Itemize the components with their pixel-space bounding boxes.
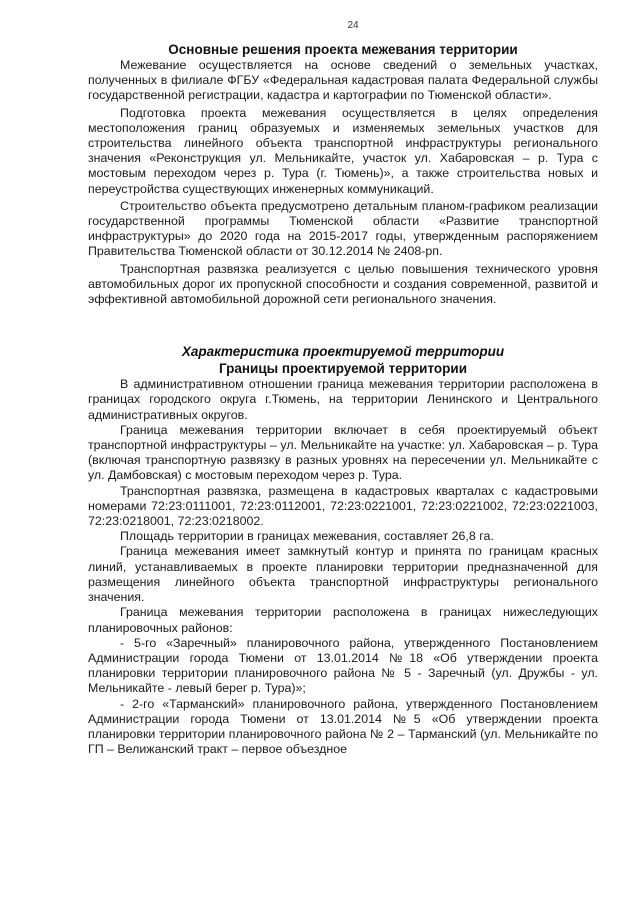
paragraph: Площадь территории в границах межевания, составляет 26,8 га. <box>120 529 494 544</box>
paragraph: Межевание осуществляется на основе сведений о земельных участках, полученных в филиале ФГБУ «Федеральная кадастровая палата Федеральной службы государственной регистрации, кадастра и картографии по Тюменской области». <box>88 58 598 103</box>
paragraph: Граница межевания территории расположена в границах нижеследующих планировочных районов: <box>88 605 598 635</box>
paragraph: Подготовка проекта межевания осуществляется в целях определения местоположения границ образуемых и изменяемых земельных участков для строительства линейного объекта транспортной инфраструктуры регионального значения «Реконструкция ул. Мельникайте, участок ул. Хабаровская – р. Тура с мостовым переходом через р. Тура (г. Тюмень)», а также строительства новых и переустройства существующих инженерных коммуникаций. <box>88 105 598 196</box>
list-item: - 5-го «Заречный» планировочного района, утвержденного Постановлением Администрации города Тюмени от 13.01.2014 №18 «Об утверждении проекта планировки территории планировочного района № 5 - Заречный (ул. Дружбы - ул. Мельникайте - левый берег р. Тура)»; <box>88 635 598 696</box>
section-subtitle-territory-boundaries: Границы проектируемой территории <box>218 361 468 377</box>
page-number: 24 <box>347 20 359 31</box>
list-item: - 2-го «Тарманский» планировочного района, утвержденного Постановлением Администрации города Тюмени от 13.01.2014 №5 «Об утверждении проекта планировки территории планировочного района № 2 – Тарманский (ул. Мельникайте по ГП – Велижанский тракт – первое объездное <box>88 696 598 757</box>
section-title-territory-characteristics: Характеристика проектируемой территории <box>181 344 505 360</box>
paragraph: Транспортная развязка реализуется с целью повышения технического уровня автомобильных дорог их пропускной способности и создания современной, развитой и эффективной автомобильной дорожной сети регионального значения. <box>88 261 598 307</box>
paragraph: Граница межевания территории включает в себя проектируемый объект транспортной инфраструктуры – ул. Мельникайте на участке: ул. Хабаровская – р. Тура (включая транспортную развязку в разных уровнях на пересечении ул. Мельникайте с ул. Дамбовская) с мостовым переходом через р. Тура. <box>88 422 598 483</box>
paragraph: Транспортная развязка, размещена в кадастровых кварталах с кадастровыми номерами 72:23:0111001, 72:23:0112001, 72:23:0221001, 72:23:0221002, 72:23:0221003, 72:23:0218001, 72:23:0218002. <box>88 483 598 529</box>
paragraph: В административном отношении граница межевания территории расположена в границах городского округа г.Тюмень, на территории Ленинского и Центрального административных округов. <box>88 377 598 422</box>
paragraph: Строительство объекта предусмотрено детальным планом-графиком реализации государственной программы Тюменской области «Развитие транспортной инфраструктуры» до 2020 года на 2015-2017 годы, утвержденным распоряжением Правительства Тюменской области от 30.12.2014 № 2408-рп. <box>88 198 598 259</box>
paragraph: Граница межевания имеет замкнутый контур и принята по границам красных линий, устанавливаемых в проекте планировки территории предназначенной для размещения линейного объекта транспортной инфраструктуры регионального значения. <box>88 544 598 605</box>
section-title-main-decisions: Основные решения проекта межевания территории <box>168 42 518 57</box>
